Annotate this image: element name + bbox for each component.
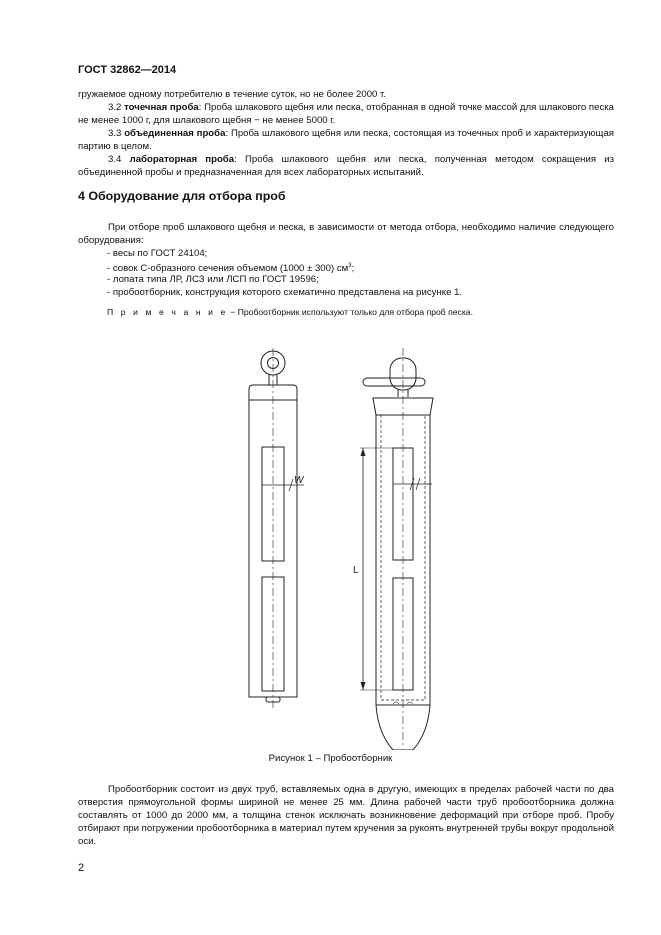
tip-detail: [407, 702, 413, 704]
dimension-arrow: [361, 682, 366, 690]
definition-3-3: [78, 127, 614, 153]
note-text: − Пробоотборник используют только для отбора проб песка.: [227, 307, 473, 317]
list-item-text: - совок С-образного сечения объемом (1000 ± 300) см: [107, 263, 349, 275]
figure-caption: Рисунок 1 – Пробоотборник: [268, 753, 393, 764]
list-item: - пробоотборник, конструкция которого схематично представлена на рисунке 1.: [107, 287, 463, 298]
note-label: П р и м е ч а н и е: [107, 307, 228, 317]
note: [107, 307, 473, 317]
sampler-drawing: [0, 340, 661, 750]
superscript: 3: [348, 263, 352, 269]
definition-text: : Проба шлакового щебня или песка, полученная методом сокращения из объединенной пробы и предназначенная для всех лабораторных испытаний.: [78, 154, 615, 178]
definition-text: : Проба шлакового щебня или песка, отобранная в одной точке массой для шлакового песка не менее 1000 г, для шлакового щебня − не менее 5000 г.: [78, 102, 614, 126]
definition-term: объединенная проба: [124, 128, 226, 139]
definition-number: 3.4: [108, 154, 122, 165]
closing-paragraph: Пробоотборник состоит из двух труб, вставляемых одна в другую, имеющих в пределах рабочей части по два отверстия прямоугольной формы шириной не менее 25 мм. Длина рабочей части труб пробоотборника должна составлять от 1000 до 2000 мм, а толщина стенок исключать возникновение деформаций при отборе проб. Пробу отбирают при погружении пробоотборника в материал путем кручения за рукоять внутренней трубы вокруг продольной оси.: [78, 784, 614, 847]
dimension-arrow: [361, 448, 366, 456]
definition-number: 3.3: [108, 128, 122, 139]
page-number: 2: [78, 862, 85, 874]
sampler-front-view: [249, 348, 305, 708]
list-item: - лопата типа ЛР, ЛСЗ или ЛСП по ГОСТ 19596;: [107, 274, 319, 285]
document-code: ГОСТ 32862—2014: [78, 64, 177, 76]
label-w: W: [294, 475, 304, 486]
definition-text: : Проба шлакового щебня или песка, состоящая из точечных проб и характеризующая партию в целом.: [78, 128, 614, 152]
definition-3-2: [78, 101, 614, 127]
definition-3-4: [78, 153, 614, 179]
list-item: - весы по ГОСТ 24104;: [107, 248, 208, 259]
definition-term: точечная проба: [124, 102, 199, 113]
definition-term: лабораторная проба: [129, 154, 235, 165]
label-l: L: [353, 565, 359, 576]
section-intro: При отборе проб шлакового щебня и песка, в зависимости от метода отбора, необходимо наличие следующего оборудования:: [78, 222, 614, 246]
tip-detail: [393, 702, 399, 704]
list-item-tail: ;: [351, 263, 355, 275]
section-title: 4 Оборудование для отбора проб: [78, 189, 286, 203]
sampler-section-view: [353, 348, 433, 750]
definition-number: 3.2: [108, 102, 122, 113]
intro-paragraph: гружаемое одному потребителю в течение суток, но не более 2000 т.: [78, 89, 387, 100]
